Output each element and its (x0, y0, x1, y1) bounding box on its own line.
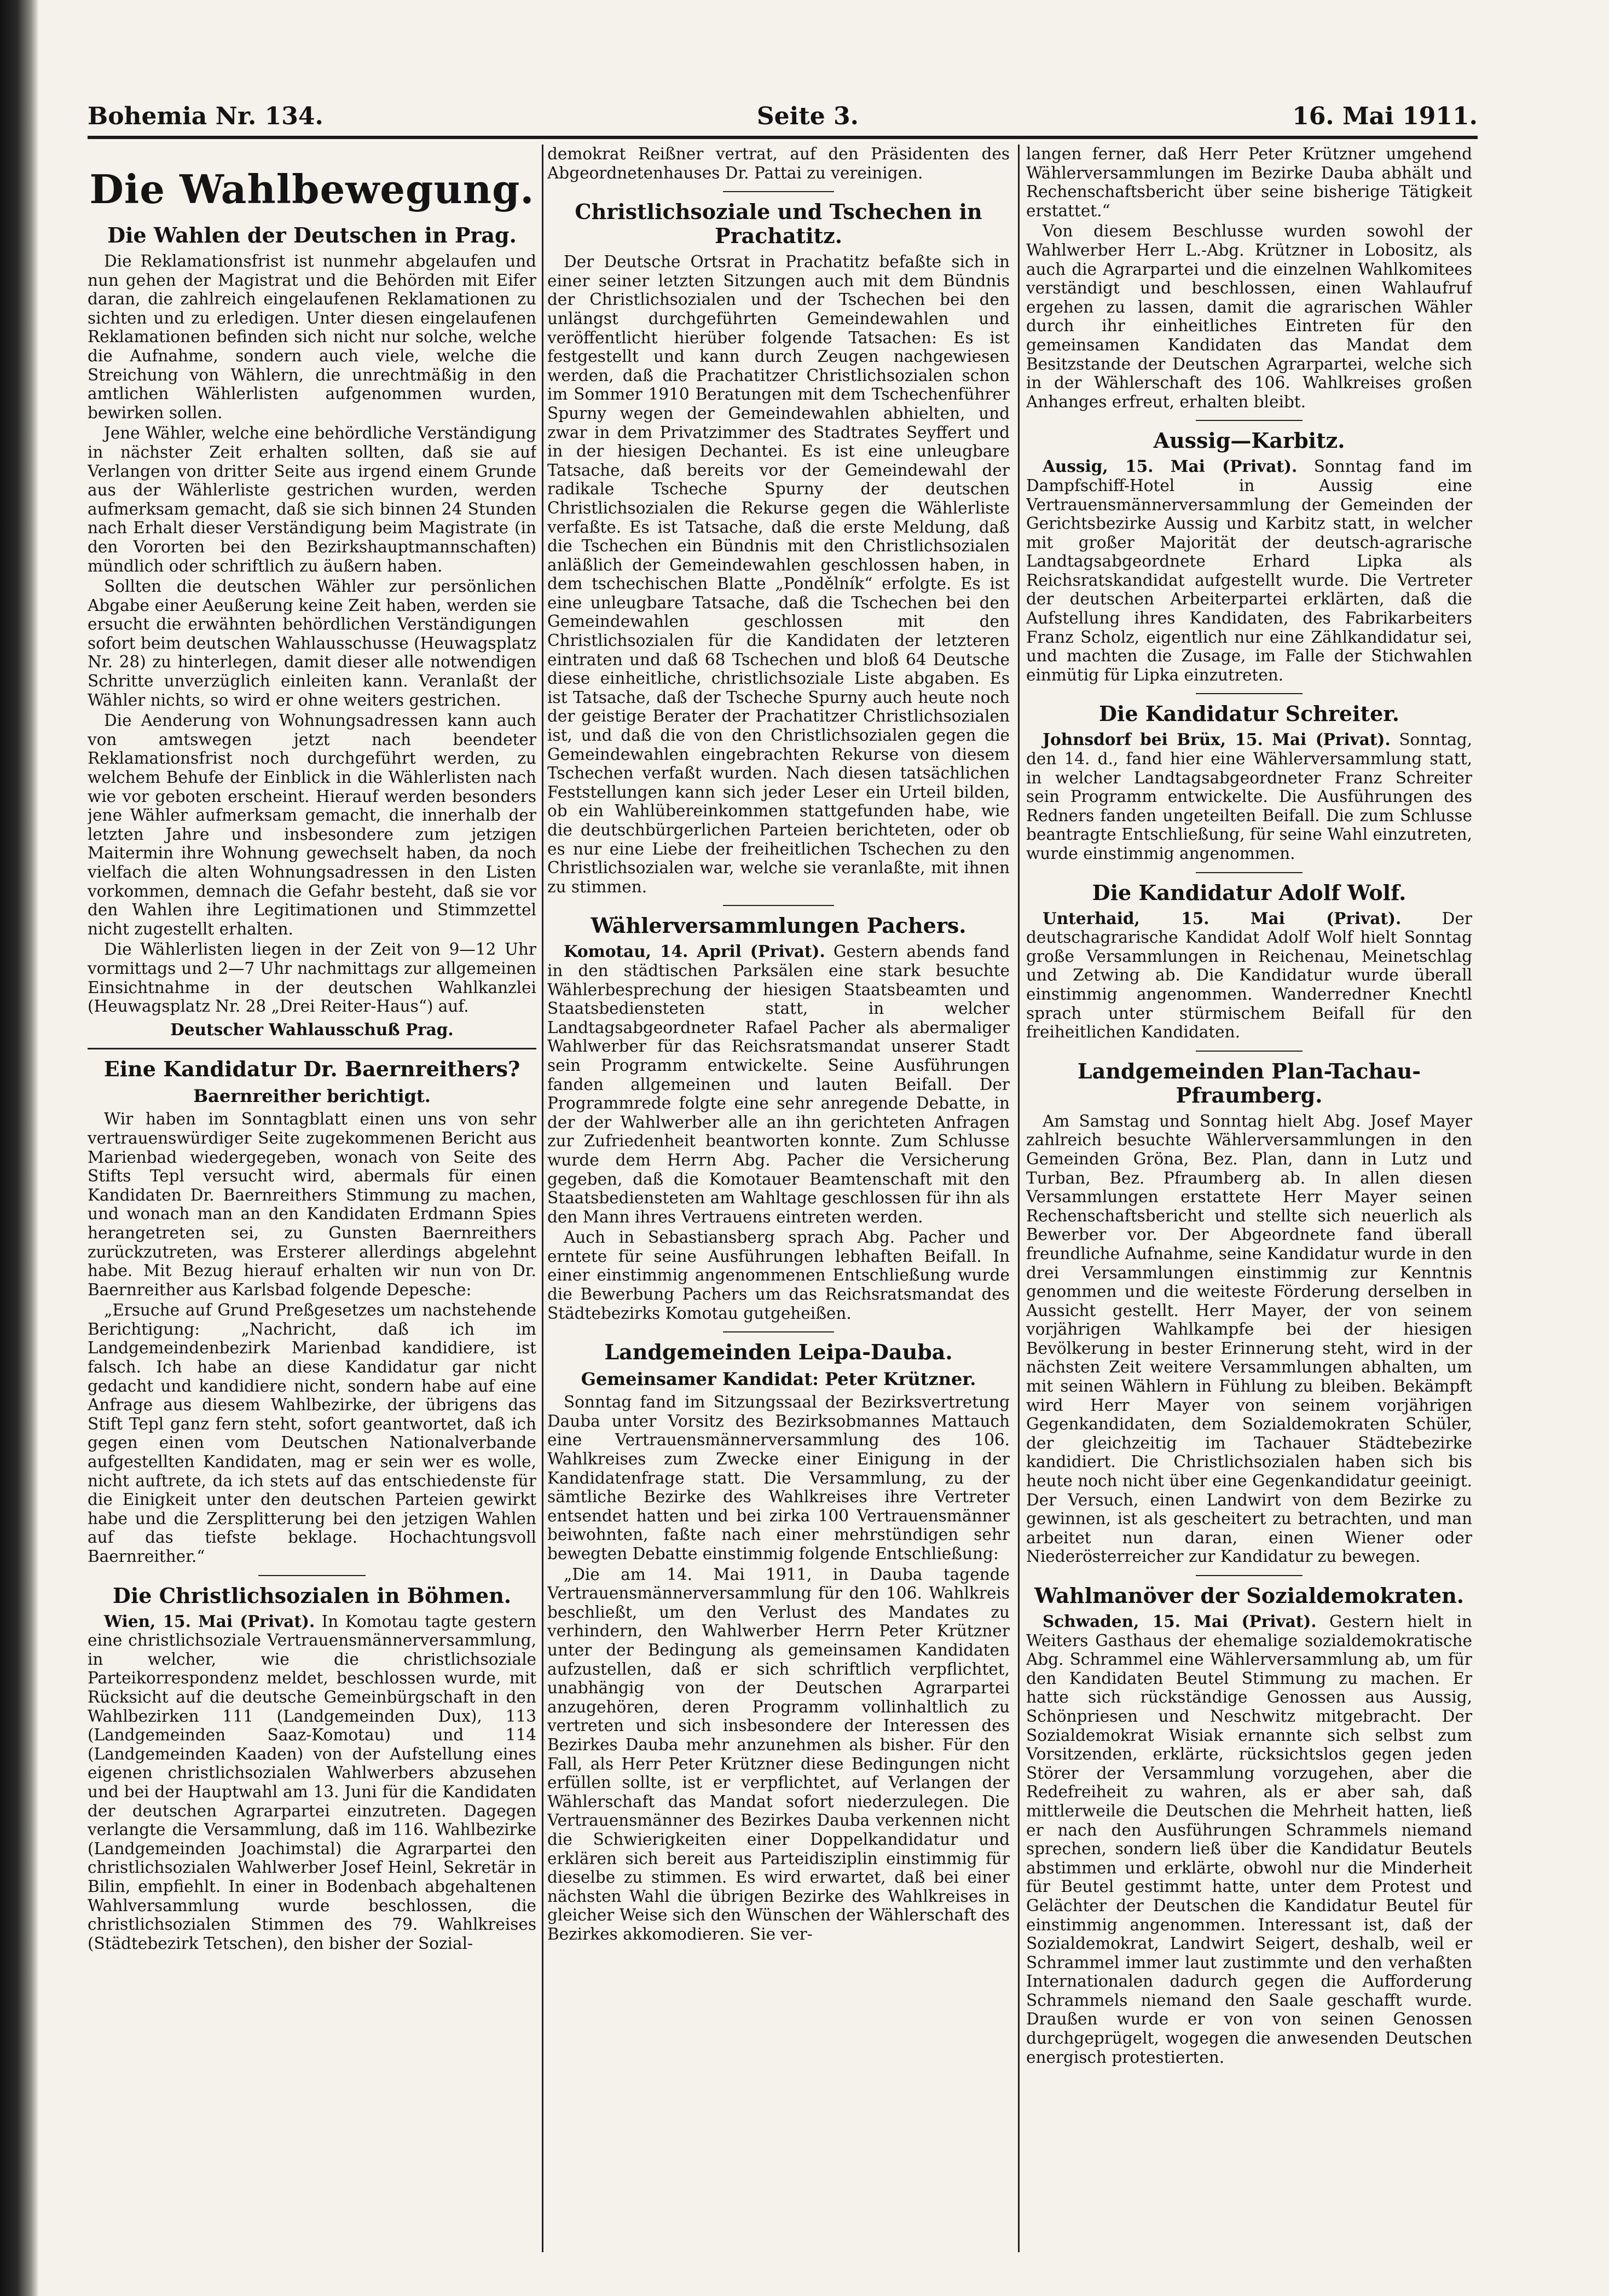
article-heading-leipa-dauba: Landgemeinden Leipa-Dauba. (604, 1340, 953, 1365)
paragraph-text: Gestern abends fand in den städtischen Parksälen eine stark besuchte Wählerbesprechung der hiesigen Staatsbeamten und Staatsbediensteten statt, in welcher Landtagsabgeordneter Rafael Pacher als abermaliger Wahlwerber für das Reichsratsmandat unserer Stadt sein Programm entwickelte. Seine Ausführungen fanden allgemeinen und lauten Beifall. Der Programmrede folgte eine sehr anregende Debatte, in der der Wahlwerber alle an ihn gerichteten Anfragen zur Zufriedenheit beantworten konnte. Zum Schlusse wurde dem Herrn Abg. Pacher die Versicherung gegeben, daß die Komotauer Beamtenschaft mit den Staatsbediensteten am Wahltage geschlossen für ihn als den Mann ihres Vertrauens eintreten werden. (547, 942, 1010, 1226)
article-subheading: Gemeinsamer Kandidat: Peter Krützner. (581, 1369, 976, 1390)
dateline: Johnsdorf bei Brüx, 15. Mai (Privat). (1043, 730, 1391, 749)
article-separator (1196, 1575, 1303, 1576)
header-page-number: Seite 3. (756, 102, 859, 130)
header-paper-number: Bohemia Nr. 134. (88, 102, 323, 130)
article-paragraph: Auch in Sebastiansberg sprach Abg. Pacher und erntete für seine Ausführungen lebhaften Beifall. In einer einstimmig angenommenen Entschließung wurde die Bewerbung Pachers um das Reichsratsmandat des Städtebezirks Komotau gutgeheißen. (547, 1228, 1010, 1323)
article-heading-sozialdemokraten: Wahlmanöver der Sozialdemokraten. (1034, 1583, 1465, 1608)
article-separator (1196, 872, 1303, 873)
article-separator (1196, 693, 1303, 694)
article-paragraph: langen ferner, daß Herr Peter Krützner umgehend Wählerversammlungen im Bezirke Dauba abhält und Rechenschaftsbericht über seine bisherige Tätigkeit erstattet.“ (1026, 145, 1472, 220)
article-heading-plan-tachau: Landgemeinden Plan-Tachau-Pfraumberg. (1077, 1058, 1421, 1107)
article-signature: Deutscher Wahlausschuß Prag. (170, 1019, 454, 1039)
article-quote: „Die am 14. Mai 1911, in Dauba tagende Vertrauensmännerversammlung für den 106. Wahlkreis beschließt, um den Verlust des Mandates zu verhindern, den Wahlwerber Herrn Peter Krützner unter der Bedingung als gemeinsamen Kandidaten aufzustellen, daß er sich schriftlich verpflichtet, unabhängig von der Deutschen Agrarpartei anzugehören, deren Programm vollinhaltlich zu vertreten und sich insbesondere der Interessen des Bezirkes Dauba mehr anzunehmen als bisher. Für den Fall, als Herr Peter Krützner diese Bedingungen nicht erfüllen sollte, ist er verpflichtet, auf Verlangen der Wählerschaft das Mandat sofort niederzulegen. Die Vertrauensmänner des Bezirkes Dauba verkennen nicht die Schwierigkeiten einer Doppelkandidatur und erklären sich bereit aus Parteidisziplin einstimmig für dieselbe zu stimmen. Es wird erwartet, daß bei einer nächsten Wahl die übrigen Bezirke des Wahlkreises in gleicher Weise sich den Wünschen der Wählerschaft des Bezirkes akkomodieren. Sie ver- (547, 1565, 1010, 1943)
dateline: Aussig, 15. Mai (Privat). (1043, 457, 1298, 476)
article-separator (1196, 420, 1303, 421)
article-heading-prague: Die Wahlen der Deutschen in Prag. (107, 223, 517, 247)
article-paragraph: Von diesem Beschlusse wurden sowohl der Wahlwerber Herr L.-Abg. Krützner in Lobositz, als auch die Agrarpartei und die einzelnen Wahlkomitees verständigt und beschlossen, einen Wahlaufruf ergehen zu lassen, damit die agrarischen Wähler durch ihr einheitliches Eintreten für den gemeinsamen Kandidaten das Mandat dem Besitzstande der Deutschen Agrarpartei, welche sich in der Wählerschaft des 106. Wahlkreises großen Anhanges erfreut, erhalten bleibt. (1026, 222, 1472, 411)
article-heading-baernreither: Eine Kandidatur Dr. Baernreithers? (103, 1057, 520, 1082)
article-heading-aussig: Aussig—Karbitz. (1153, 428, 1345, 453)
dateline: Unterhaid, 15. Mai (Privat). (1043, 908, 1402, 928)
article-separator (723, 905, 834, 906)
article-paragraph: Sollten die deutschen Wähler zur persönlichen Abgabe einer Aeußerung keine Zeit haben, werden sie ersucht die erwähnten behördlichen Verständigungen sofort beim deutschen Wahlausschusse (Heuwagsplatz Nr. 28) zu hinterlegen, damit dieser alle notwendigen Schritte unverzüglich einleiten kann. Veranlaßt der Wähler nichts, so wird er ohne weiters gestrichen. (88, 577, 536, 709)
article-paragraph: demokrat Reißner vertrat, auf den Präsidenten des Abgeordnetenhauses Dr. Pattai zu vereinigen. (547, 145, 1010, 182)
article-heading-wolf: Die Kandidatur Adolf Wolf. (1092, 880, 1407, 905)
column-1 (88, 145, 536, 2269)
article-separator (258, 1575, 366, 1576)
paragraph-text: Der deutschagrarische Kandidat Adolf Wolf hielt Sonntag große Versammlungen in Reichenau, Meinetschlag und Zetwing ab. Die Kandidatur wurde überall einstimmig angenommen. Wanderredner Knechtl sprach unter stürmischem Beifall für den freiheitlichen Kandidaten. (1026, 909, 1472, 1042)
article-paragraph: Die Aenderung von Wohnungsadressen kann auch von amtswegen jetzt nach beendeter Reklamationsfrist noch durchgeführt werden, zu welchem Behufe der Einblick in die Wählerlisten nach wie vor geboten erscheint. Hierauf werden besonders jene Wähler aufmerksam gemacht, die innerhalb der letzten Jahre und insbesondere zum jetzigen Maitermin ihre Wohnung gewechselt haben, da noch vielfach die alten Wohnungsadressen in den Listen vorkommen, demnach die Gefahr besteht, daß sie vor den Wahlen ihre Legitimationen und Stimmzettel nicht zugestellt erhalten. (88, 711, 536, 938)
column-2 (547, 145, 1010, 2269)
column-3 (1026, 145, 1472, 2269)
article-heading-pacher: Wählerversammlungen Pachers. (591, 913, 966, 938)
paragraph-text: In Komotau tagte gestern eine christlichsoziale Vertrauensmännerversammlung, in welcher, wie die christlichsoziale Parteikorrespondenz meldet, beschlossen wurde, mit Rücksicht auf die deutsche Gemeinbürgschaft in den Wahlbezirken 111 (Landgemeinden Dux), 113 (Landgemeinden Saaz-Komotau) und 114 (Landgemeinden Kaaden) von der Aufstellung eines eigenen christlichsozialen Wahlwerbers abzusehen und bei der Hauptwahl am 13. Juni für die Kandidaten der deutschen Agrarpartei einzutreten. Dagegen verlangte die Versammlung, daß im 116. Wahlbezirke (Landgemeinden Joachimstal) die Agrarpartei den christlichsozialen Wahlwerber Josef Heinl, Sekretär in Bilin, empfiehlt. In einer in Bodenbach abgehaltenen Wahlversammlung wurde beschlossen, die christlichsozialen Stimmen des 79. Wahlkreises (Städtebezirk Tetschen), den bisher der Sozial- (88, 1612, 536, 1953)
article-paragraph: Am Samstag und Sonntag hielt Abg. Josef Mayer zahlreich besuchte Wählerversammlungen in den Gemeinden Gröna, Bez. Plan, dann in Lutz und Turban, Bez. Pfraumberg ab. In allen diesen Versammlungen erstattete Herr Mayer seinen Rechenschaftsbericht und stellte sich neuerlich als Bewerber vor. Der Abgeordnete fand überall freundliche Aufnahme, seine Kandidatur wurde in den drei Versammlungen einstimmig zur Kenntnis genommen und die weiteste Förderung derselben in Aussicht gestellt. Herr Mayer, der von seinem vorjährigen Wahlkampfe bei der hiesigen Bevölkerung in bester Erinnerung steht, wird in der nächsten Zeit weitere Versammlungen abhalten, um mit seinen Wählern in Fühlung zu bleiben. Bekämpft wird Herr Mayer von seinem vorjährigen Gegenkandidaten, dem Sozialdemokraten Schüler, der gleichzeitig im Tachauer Städtebezirke kandidiert. Die Christlichsozialen haben sich bis heute noch nicht über eine Gegenkandidatur geeinigt. Der Versuch, einen Landwirt von dem Bezirke zu gewinnen, ist als gescheitert zu betrachten, und man arbeitet nun daran, einen Wiener oder Niederösterreicher zur Kandidatur zu bewegen. (1026, 1111, 1472, 1566)
dateline: Schwaden, 15. Mai (Privat). (1043, 1612, 1317, 1631)
article-separator (88, 1048, 536, 1049)
paragraph-text: Sonntag, den 14. d., fand hier eine Wählerversammlung statt, in welcher Landtagsabgeordneter Franz Schreiter sein Programm entwickelte. Die Ausführungen des Redners fanden ungeteilten Beifall. Die zum Schlusse beantragte Entschließung, für seine Wahl einzutreten, wurde einstimmig angenommen. (1026, 730, 1472, 863)
column-divider-2 (1018, 145, 1020, 2252)
paragraph-text: Gestern hielt in Weiters Gasthaus der ehemalige sozialdemokratische Abg. Schrammel eine Wählerversammlung ab, um für den Kandidaten Beutel Stimmung zu machen. Er hatte sich rückständige Genossen aus Aussig, Schönpriesen und Neschwitz mitgebracht. Der Sozialdemokrat Wisiak ernannte sich selbst zum Vorsitzenden, erklärte, rücksichtslos gegen jeden Störer der Versammlung vorzugehen, aber die Redefreiheit zu wahren, als er aber sah, daß mittlerweile die Deutschen die Mehrheit hatten, ließ er nach den Ausführungen Schrammels niemand sprechen, sondern ließ über die Kandidatur Beutels abstimmen und erklärte, obwohl nur die Minderheit für Beutel gestimmt hatte, unter dem Protest und Gelächter der Deutschen die Kandidatur Beutel für einstimmig angenommen. Interessant ist, daß der Sozialdemokrat, Landwirt Seigert, deshalb, weil er Schrammel immer laut zustimmte und den verhaßten Internationalen dadurch gegen die Aufforderung Schrammels niemand den Saale geschafft wurde. Draußen wurde er von von seinen Genossen durchgeprügelt, wogegen die anwesenden Deutschen energisch protestierten. (1026, 1612, 1472, 2067)
article-heading-schreiter: Die Kandidatur Schreiter. (1098, 701, 1400, 726)
article-paragraph: Wir haben im Sonntagblatt einen uns von sehr vertrauenswürdiger Seite zugekommenen Bericht aus Marienbad wiedergegeben, wonach von Seite des Stifts Tepl versucht wird, abermals für einen Kandidaten Dr. Baernreithers Stimmung zu machen, und wonach man an den Kandidaten Erdmann Spies herangetreten sei, zu Gunsten Baernreithers zurückzutreten, was Ersterer allerdings abgelehnt habe. Mit Bezug hierauf erhalten wir nun von Dr. Baernreither aus Karlsbad folgende Depesche: (88, 1110, 536, 1299)
article-paragraph: Sonntag fand im Sitzungssaal der Bezirksvertretung Dauba unter Vorsitz des Bezirksobmannes Mattauch eine Vertrauensmännerversammlung des 106. Wahlkreises zum Zwecke einer Einigung in der Kandidatenfrage statt. Die Versammlung, zu der sämtliche Bezirke des Wahlkreises ihre Vertreter entsendet hatten und bei zirka 100 Vertrauensmänner beiwohnten, faßte nach einer mehrstündigen sehr bewegten Debatte einstimmig folgende Entschließung: (547, 1393, 1010, 1563)
section-title: Die Wahlbewegung. (89, 166, 535, 212)
article-paragraph (547, 942, 1010, 1226)
article-paragraph: Die Wählerlisten liegen in der Zeit von 9—12 Uhr vormittags und 2—7 Uhr nachmittags zur allgemeinen Einsichtnahme in der deutschen Wahlkanzlei (Heuwagsplatz Nr. 28 „Drei Reiter-Haus“) auf. (88, 940, 536, 1016)
article-paragraph (1026, 909, 1472, 1042)
dateline: Komotau, 14. April (Privat). (564, 942, 825, 961)
article-quote: „Ersuche auf Grund Preßgesetzes um nachstehende Berichtigung: „Nachricht, daß ich im Landgemeindenbezirk Marienbad kandidiere, ist falsch. Ich habe an diese Kandidatur gar nicht gedacht und kandidiere nicht, sondern habe auf eine Anfrage aus diesem Wahlbezirke, der übrigens das Stift Tepl ganz fern steht, sofort geantwortet, daß ich gegen einen vom Deutschen Nationalverbande aufgestellten Kandidaten, mag er sein wer es wolle, nicht auftrete, da ich stets auf das entschiedenste für die Einigkeit unter den deutschen Parteien gewirkt habe und die Zersplitterung bei den jetzigen Wahlen auf das tiefste beklage. Hochachtungsvoll Baernreither.“ (88, 1301, 536, 1566)
article-paragraph: Jene Wähler, welche eine behördliche Verständigung in nächster Zeit erhalten sollten, daß sie auf Verlangen von dritter Seite aus irgend einem Grunde aus der Wählerliste gestrichen wurden, werden aufmerksam gemacht, daß sie sich binnen 24 Stunden nach Erhalt dieser Verständigung beim Magistrate (in den Vororten bei den Bezirkshauptmannschaften) mündlich oder schriftlich zu äußern haben. (88, 424, 536, 575)
article-subheading: Baernreither berichtigt. (193, 1086, 431, 1107)
column-divider-1 (542, 145, 543, 2252)
header-rule (88, 136, 1478, 139)
article-heading-christlichsoziale: Die Christlichsozialen in Böhmen. (112, 1583, 512, 1608)
article-separator (1196, 1051, 1303, 1052)
article-paragraph: Die Reklamationsfrist ist nunmehr abgelaufen und nun gehen der Magistrat und die Behörden mit Eifer daran, die zahlreich eingelaufenen Reklamationen zu sichten und zu erledigen. Unter diesen eingelaufenen Reklamationen befinden sich nicht nur solche, welche die Aufnahme, sondern auch viele, welche die Streichung von Wählern, die unrechtmäßig in den amtlichen Wählerlisten aufgenommen wurden, bewirken sollen. (88, 252, 536, 422)
dateline: Wien, 15. Mai (Privat). (104, 1611, 315, 1631)
article-separator (723, 1331, 834, 1332)
article-paragraph (1026, 730, 1472, 863)
article-paragraph (1026, 1612, 1472, 2067)
article-paragraph (1026, 457, 1472, 684)
book-binding-edge (0, 0, 38, 2296)
page-header (88, 92, 1478, 130)
article-heading-prachatitz: Christlichsoziale und Tschechen in Prachatitz. (575, 199, 982, 249)
article-paragraph (88, 1612, 536, 1953)
article-separator (723, 191, 834, 192)
paragraph-text: Sonntag fand im Dampfschiff-Hotel in Aussig eine Vertrauensmännerversammlung der Gemeinden der Gerichtsbezirke Aussig und Karbitz statt, in welcher mit großer Majorität der deutsch-agrarische Landtagsabgeordnete Erhard Lipka als Reichsratskandidat aufgestellt wurde. Die Vertreter der deutschen Arbeiterpartei erklärten, daß die Aufstellung ihres Kandidaten, des Fabrikarbeiters Franz Scholz, eigentlich nur eine Zählkandidatur sei, und machten die Zusage, im Falle der Stichwahlen einmütig für Lipka einzutreten. (1026, 457, 1472, 684)
header-date: 16. Mai 1911. (1292, 102, 1478, 130)
article-paragraph: Der Deutsche Ortsrat in Prachatitz befaßte sich in einer seiner letzten Sitzungen auch mit dem Bündnis der Christlichsozialen und der Tschechen bei den unlängst durchgeführten Gemeindewahlen und veröffentlicht hierüber folgende Tatsachen: Es ist festgestellt und kann durch Zeugen nachgewiesen werden, daß die Prachatitzer Christlichsozialen schon im Sommer 1910 Beratungen mit dem Tschechenführer Spurny wegen der Gemeindewahlen abhielten, und zwar in dem Privatzimmer des Stadtrates Seyffert und in der hiesigen Dechantei. Es ist eine unleugbare Tatsache, daß bereits vor der Gemeindewahl der radikale Tscheche Spurny der deutschen Christlichsozialen die Rekurse gegen die Wählerliste verfaßte. Es ist Tatsache, daß die erste Meldung, daß die Tschechen ein Bündnis mit den Christlichsozialen anläßlich der Gemeindewahlen geschlossen haben, in dem tschechischen Blatte „Pondělník“ erfolgte. Es ist eine unleugbare Tatsache, daß die Tschechen bei den Gemeindewahlen geschlossen mit den Christlichsozialen für die Kandidaten der letzteren eintraten und daß 68 Tschechen und bloß 64 Deutsche diese einheitliche, christlichsoziale Liste abgaben. Es ist Tatsache, daß der Tscheche Spurny auch heute noch der geistige Berater der Prachatitzer Christlichsozialen ist, und daß die von den Christlichsozialen gegen die Gemeindewahlen eingebrachten Rekurse von diesem Tschechen verfaßt wurden. Nach diesen tatsächlichen Feststellungen kann sich jeder Leser ein Urteil bilden, ob ein Wahlübereinkommen stattgefunden habe, wie die deutschbürgerlichen Parteien berichteten, oder ob es nur eine Liebe der freiheitlichen Tschechen zu den Christlichsozialen war, welche sie veranlaßte, mit ihnen zu stimmen. (547, 252, 1010, 896)
